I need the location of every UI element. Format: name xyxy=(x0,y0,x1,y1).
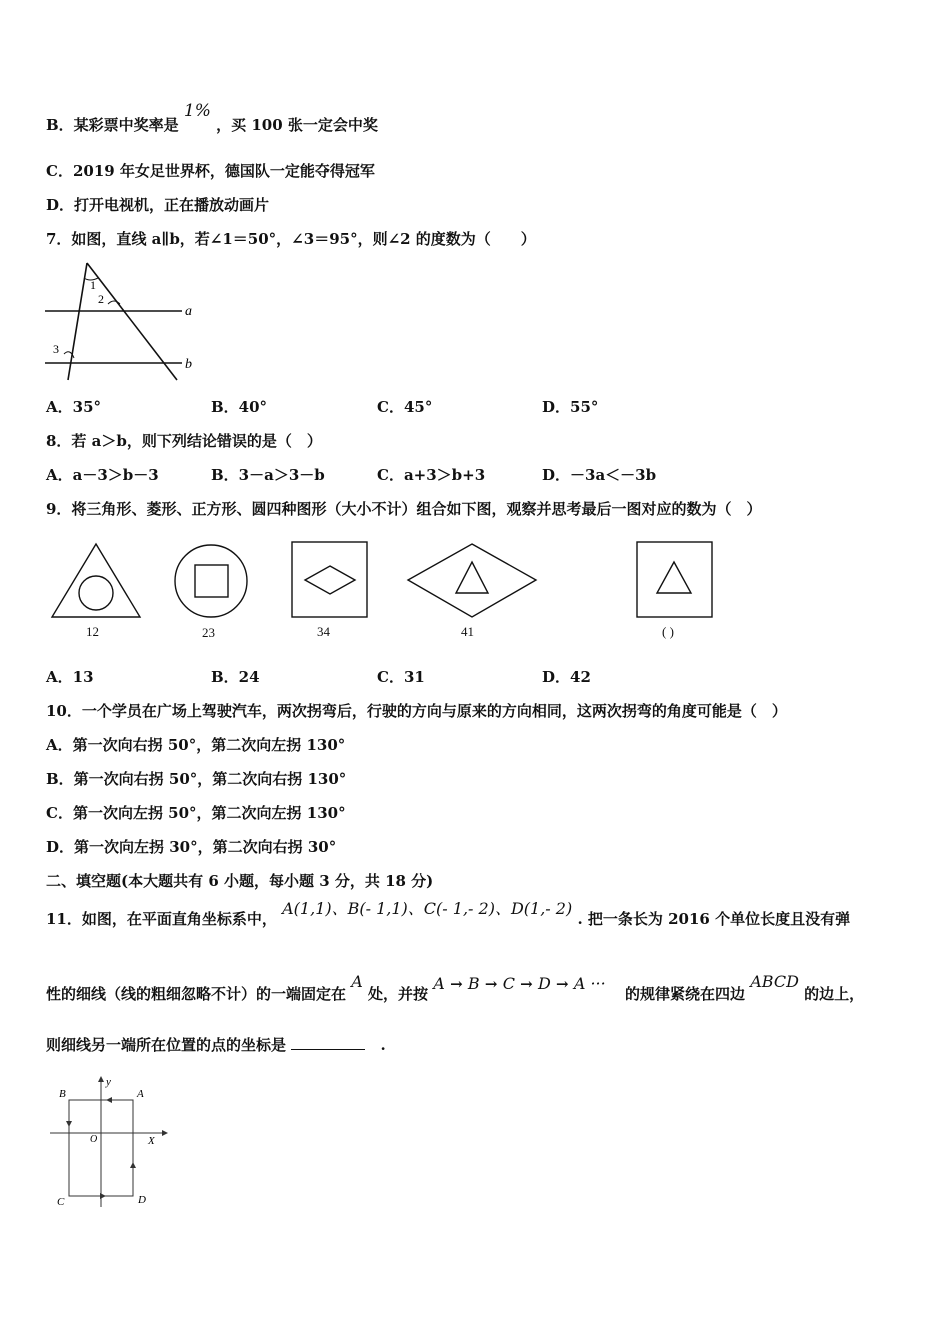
path-c: C xyxy=(502,974,515,993)
path-a-end: A ··· xyxy=(573,974,606,993)
label-2: 2 xyxy=(98,292,104,306)
label-1: 1 xyxy=(90,278,96,292)
fig5-triangle xyxy=(657,562,691,593)
label-c: C xyxy=(57,1196,65,1208)
label-o: O xyxy=(90,1134,98,1145)
q10-option-b: B．第一次向右拐 50°，第二次向右拐 130° xyxy=(46,770,347,788)
q6-option-b-math: 1% xyxy=(183,101,211,121)
q7-option-b: B．40° xyxy=(211,398,268,416)
fig4-caption: 41 xyxy=(461,624,474,639)
q9-stem: 9．将三角形、菱形、正方形、圆四种图形（大小不计）组合如下图，观察并思考最后一图对应的数为（ ） xyxy=(46,500,762,518)
q11-line-3 xyxy=(46,1035,386,1055)
q7-figure xyxy=(40,258,220,386)
q10-stem: 10．一个学员在广场上驾驶汽车，两次拐弯后，行驶的方向与原来的方向相同，这两次拐弯的角度可能是（ ） xyxy=(46,702,787,720)
fig2-square xyxy=(195,565,228,597)
q8-option-c: C．a+3＞b+3 xyxy=(377,466,486,484)
label-y: y xyxy=(106,1076,111,1088)
q9-option-a: A．13 xyxy=(46,668,94,686)
q11-line2-end: 的边上， xyxy=(804,985,865,1003)
fig2-circle xyxy=(175,545,247,617)
q6-option-b-suffix: ，买 100 张一定会中奖 xyxy=(216,116,378,134)
q11-line2-mid: 处，并按 xyxy=(368,985,429,1003)
label-a: A xyxy=(137,1088,144,1100)
label-b: b xyxy=(185,357,192,372)
fig1-caption: 12 xyxy=(86,624,99,639)
arrow-b-to-c xyxy=(66,1121,72,1127)
fig2-caption: 23 xyxy=(202,625,215,640)
fig3-square xyxy=(292,542,367,617)
path-d: D xyxy=(537,974,551,993)
fig1-circle xyxy=(79,576,113,610)
arrow-d-to-a xyxy=(130,1162,136,1168)
q6-option-d: D．打开电视机，正在播放动画片 xyxy=(46,196,270,214)
q7-stem: 7．如图，直线 a∥b，若∠1＝50°，∠3＝95°，则∠2 的度数为（ ） xyxy=(46,230,536,248)
q9-option-b: B．24 xyxy=(211,668,260,686)
arrow-a-to-b xyxy=(106,1097,112,1103)
q6-option-c: C．2019 年女足世界杯，德国队一定能夺得冠军 xyxy=(46,162,375,180)
path-b: B xyxy=(467,974,480,993)
label-a: a xyxy=(185,304,192,319)
q6-option-b-prefix: B．某彩票中奖率是 xyxy=(46,116,179,134)
label-3: 3 xyxy=(53,342,59,356)
q8-stem: 8．若 a＞b，则下列结论错误的是（ ） xyxy=(46,432,322,450)
q8-option-b: B．3－a＞3－b xyxy=(211,466,325,484)
q11-points: A(1,1)、B(- 1,1)、C(- 1,- 2)、D(1,- 2) xyxy=(282,899,573,918)
q11-line-1 xyxy=(46,899,851,929)
fig1-triangle xyxy=(52,544,140,617)
q11-path xyxy=(433,975,611,993)
path-a: A xyxy=(433,974,445,993)
q11-line3-end: . xyxy=(380,1036,386,1054)
q8-option-a: A．a－3＞b－3 xyxy=(46,466,159,484)
q10-option-d: D．第一次向左拐 30°，第二次向右拐 30° xyxy=(46,838,337,856)
q7-option-a: A．35° xyxy=(46,398,102,416)
arrow-4: → xyxy=(550,975,569,993)
fig4-diamond xyxy=(408,544,536,617)
fig5-square xyxy=(637,542,712,617)
x-axis-arrow xyxy=(162,1130,168,1136)
arrow-3: → xyxy=(514,975,533,993)
label-x: X xyxy=(148,1135,155,1147)
arrow-2: → xyxy=(479,975,498,993)
q11-line2-start: 性的细线（线的粗细忽略不计）的一端固定在 xyxy=(46,985,347,1003)
q11-point-a: A xyxy=(351,972,363,991)
section-2-title: 二、填空题(本大题共有 6 小题，每小题 3 分，共 18 分) xyxy=(46,872,434,890)
q11-line-2 xyxy=(46,972,865,1004)
q11-stem-after-points: . 把一条长为 2016 个单位长度且没有弹 xyxy=(577,910,851,928)
q9-figure-row xyxy=(40,535,740,645)
fig3-diamond xyxy=(305,566,355,594)
q8-option-d: D．－3a＜－3b xyxy=(542,466,657,484)
fig3-caption: 34 xyxy=(317,624,330,639)
q6-option-b xyxy=(46,101,378,135)
q11-line3-text: 则细线另一端所在位置的点的坐标是 xyxy=(46,1036,287,1054)
q11-quad: ABCD xyxy=(750,972,799,991)
q11-stem-start: 11．如图，在平面直角坐标系中， xyxy=(46,910,277,928)
label-d: D xyxy=(138,1194,146,1206)
arrow-1: → xyxy=(444,975,463,993)
fig5-caption: ( ) xyxy=(662,624,674,639)
q9-option-d: D．42 xyxy=(542,668,591,686)
q10-option-c: C．第一次向左拐 50°，第二次向左拐 130° xyxy=(46,804,346,822)
q9-option-c: C．31 xyxy=(377,668,425,686)
arrow-c-to-d xyxy=(100,1193,106,1199)
q11-line2-rule: 的规律紧绕在四边 xyxy=(624,985,745,1003)
q11-answer-blank[interactable] xyxy=(291,1035,365,1050)
fig4-triangle xyxy=(456,562,488,593)
q7-option-d: D．55° xyxy=(542,398,599,416)
q10-option-a: A．第一次向右拐 50°，第二次向左拐 130° xyxy=(46,736,346,754)
label-b: B xyxy=(59,1088,66,1100)
q7-option-c: C．45° xyxy=(377,398,433,416)
y-axis-arrow xyxy=(98,1076,104,1082)
q11-figure xyxy=(44,1072,174,1212)
